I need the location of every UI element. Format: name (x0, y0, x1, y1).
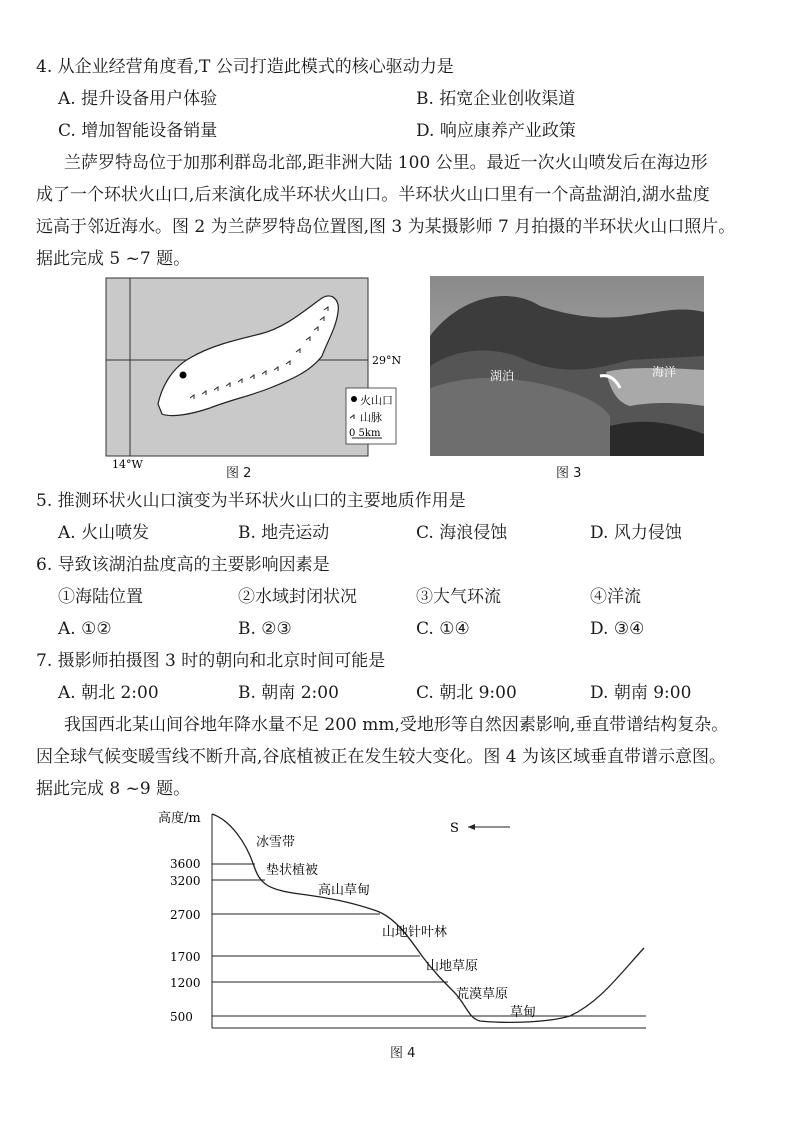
q4-option-d[interactable]: D. 响应康养产业政策 (416, 121, 576, 141)
q5-option-b[interactable]: B. 地壳运动 (238, 523, 330, 543)
q6-option-c[interactable]: C. ①④ (416, 619, 470, 639)
q4-option-c[interactable]: C. 增加智能设备销量 (58, 121, 218, 141)
q6-factor-1: ①海陆位置 (58, 587, 143, 607)
passage2-line-2: 因全球气候变暖雪线不断升高,谷底植被正在发生较大变化。图 4 为该区域垂直带谱示意图。 (36, 747, 727, 767)
q7-option-c[interactable]: C. 朝北 9:00 (416, 683, 517, 703)
q5-option-a[interactable]: A. 火山喷发 (58, 523, 150, 543)
y-axis-label: 高度/m (158, 811, 201, 826)
q4-option-a[interactable]: A. 提升设备用户体验 (58, 89, 218, 109)
figure-4-diagram (150, 806, 660, 1042)
q7-option-b[interactable]: B. 朝南 2:00 (238, 683, 339, 703)
legend-scale: 0 5km (349, 428, 381, 439)
direction-label: S (450, 821, 459, 836)
passage1-line-4: 据此完成 5 ~7 题。 (36, 249, 191, 269)
q6-stem: 6. 导致该湖泊盐度高的主要影响因素是 (36, 555, 330, 575)
ocean-label: 海洋 (652, 365, 677, 379)
passage1-line-3: 远高于邻近海水。图 2 为兰萨罗特岛位置图,图 3 为某摄影师 7 月拍摄的半环状火山口照片。 (36, 217, 736, 237)
figure-4-caption: 图 4 (390, 1046, 416, 1061)
height-1200: 1200 (170, 976, 201, 990)
q6-factor-4: ④洋流 (590, 587, 641, 607)
zone-cushion: 垫状植被 (266, 863, 319, 878)
passage1-line-1: 兰萨罗特岛位于加那利群岛北部,距非洲大陆 100 公里。最近一次火山喷发后在海边形 (64, 153, 708, 173)
q4-option-b[interactable]: B. 拓宽企业创收渠道 (416, 89, 576, 109)
q5-stem: 5. 推测环状火山口演变为半环状火山口的主要地质作用是 (36, 491, 466, 511)
q7-option-d[interactable]: D. 朝南 9:00 (590, 683, 692, 703)
q5-option-d[interactable]: D. 风力侵蚀 (590, 523, 682, 543)
height-1700: 1700 (170, 950, 201, 964)
passage2-line-1: 我国西北某山间谷地年降水量不足 200 mm,受地形等自然因素影响,垂直带谱结构复杂。 (64, 715, 729, 735)
height-3600: 3600 (170, 857, 201, 871)
q4-stem: 4. 从企业经营角度看,T 公司打造此模式的核心驱动力是 (36, 57, 454, 77)
zone-snow: 冰雪带 (256, 835, 296, 850)
q6-option-b[interactable]: B. ②③ (238, 619, 292, 639)
zone-meadow: 草甸 (510, 1005, 537, 1020)
zone-mountain-steppe: 山地草原 (426, 959, 479, 974)
q7-stem: 7. 摄影师拍摄图 3 时的朝向和北京时间可能是 (36, 651, 386, 671)
q7-option-a[interactable]: A. 朝北 2:00 (58, 683, 159, 703)
q6-option-a[interactable]: A. ①② (58, 619, 112, 639)
figure-2-map (100, 276, 430, 476)
zone-alpine-meadow: 高山草甸 (318, 883, 371, 898)
legend-mountain: 山脉 (360, 411, 382, 424)
figure-3-caption: 图 3 (556, 466, 582, 481)
passage1-line-2: 成了一个环状火山口,后来演化成半环状火山口。半环状火山口里有一个高盐湖泊,湖水盐度 (36, 185, 710, 205)
height-3200: 3200 (170, 874, 201, 888)
passage2-line-3: 据此完成 8 ~9 题。 (36, 779, 191, 799)
height-500: 500 (170, 1010, 193, 1024)
q6-option-d[interactable]: D. ③④ (590, 619, 645, 639)
q6-factor-3: ③大气环流 (416, 587, 501, 607)
longitude-label: 14°W (112, 458, 143, 471)
crater-marker (180, 372, 187, 379)
zone-desert-steppe: 荒漠草原 (456, 987, 509, 1002)
lake-label: 湖泊 (490, 369, 515, 383)
height-2700: 2700 (170, 908, 201, 922)
q6-factor-2: ②水域封闭状况 (238, 587, 357, 607)
latitude-label: 29°N (372, 354, 402, 367)
zone-conifer: 山地针叶林 (382, 925, 448, 940)
figure-2-caption: 图 2 (226, 466, 252, 481)
figure-3-photo (430, 276, 704, 456)
legend-crater: 火山口 (360, 394, 393, 407)
q5-option-c[interactable]: C. 海浪侵蚀 (416, 523, 508, 543)
